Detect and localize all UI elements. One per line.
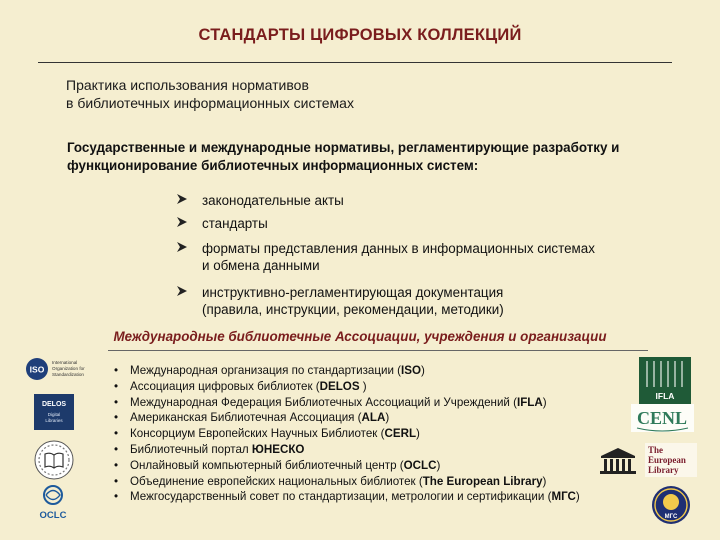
svg-text:International: International xyxy=(52,360,78,365)
intro-line: Государственные и международные нормативы, регламентирующие разработку и xyxy=(67,140,620,155)
svg-text:Libraries: Libraries xyxy=(45,418,63,423)
arrow-bullet-icon xyxy=(176,241,188,253)
mgs-emblem-logo-icon xyxy=(651,485,691,525)
organization-abbreviation: ALA xyxy=(361,411,386,425)
bullet-text: законодательные акты xyxy=(202,193,344,208)
bullet-dot-icon: • xyxy=(114,427,119,441)
organization-item xyxy=(114,489,654,505)
organization-item xyxy=(114,474,654,490)
section-divider xyxy=(108,350,648,351)
intro-paragraph xyxy=(67,139,677,175)
svg-text:DELOS: DELOS xyxy=(41,401,67,408)
organization-item xyxy=(114,426,654,442)
title-divider xyxy=(38,62,672,63)
organization-tail: ) xyxy=(436,458,441,472)
organization-name: Объединение европейских национальных библиотек ( xyxy=(130,474,423,488)
organization-name: Онлайновый компьютерный библиотечный центр ( xyxy=(130,458,404,472)
organization-abbreviation: OCLC xyxy=(403,458,437,472)
organization-list xyxy=(114,363,654,505)
organization-abbreviation: МГС xyxy=(551,490,576,504)
organization-item xyxy=(114,458,654,474)
open-book-logo-icon xyxy=(34,440,74,480)
organization-text xyxy=(130,379,367,395)
organization-abbreviation: The European Library xyxy=(422,474,543,488)
bullet-dot-icon: • xyxy=(114,411,119,425)
organization-name: Международная Федерация Библиотечных Ассоциаций и Учреждений ( xyxy=(130,395,517,409)
bullet-text: стандарты xyxy=(202,216,268,231)
bullet-dot-icon: • xyxy=(114,458,119,472)
section-heading: Международные библиотечные Ассоциации, учреждения и организации xyxy=(113,329,607,344)
svg-text:Library: Library xyxy=(648,465,679,475)
svg-text:МГС: МГС xyxy=(664,514,678,520)
oclc-logo-icon xyxy=(33,482,73,522)
organization-name: Межгосударственный совет по стандартизации, метрологии и сертификации ( xyxy=(130,490,552,504)
organization-text xyxy=(130,489,580,505)
organization-text xyxy=(130,426,420,442)
organization-item xyxy=(114,442,654,458)
bullet-text: инструктивно-регламентирующая документация xyxy=(202,285,504,300)
ifla-logo-icon xyxy=(639,357,691,405)
organization-text xyxy=(130,458,440,474)
svg-text:Organization for: Organization for xyxy=(52,366,85,371)
svg-text:Digital: Digital xyxy=(47,412,61,417)
subtitle-line: в библиотечных информационных системах xyxy=(66,95,354,111)
bullet-dot-icon: • xyxy=(114,395,119,409)
organization-tail: ) xyxy=(421,364,425,377)
arrow-bullet-icon xyxy=(176,285,188,297)
intro-line: функционирование библиотечных информационных систем: xyxy=(67,158,479,173)
arrow-bullet-icon xyxy=(176,216,188,228)
organization-text xyxy=(130,474,546,490)
organization-tail: ) xyxy=(542,474,547,488)
cenl-logo-icon xyxy=(631,404,694,432)
subtitle xyxy=(66,76,354,112)
bullet-dot-icon: • xyxy=(114,364,119,377)
the-european-library-logo-icon xyxy=(645,443,697,477)
unesco-temple-logo-icon xyxy=(598,446,638,476)
organization-text xyxy=(130,442,304,458)
bullet-text: форматы представления данных в информационных системах xyxy=(202,241,595,256)
bullet-text: и обмена данными xyxy=(202,258,320,273)
bullet-dot-icon: • xyxy=(114,379,119,393)
organization-name: Библиотечный портал xyxy=(130,442,252,456)
delos-logo-icon xyxy=(34,394,74,430)
organization-tail: ) xyxy=(385,411,390,425)
svg-text:OCLC: OCLC xyxy=(39,510,67,521)
organization-text xyxy=(130,395,547,411)
organization-name: Американская Библиотечная Ассоциация ( xyxy=(130,411,362,425)
svg-text:European: European xyxy=(648,455,686,465)
svg-text:CENL: CENL xyxy=(636,408,688,428)
organization-item xyxy=(114,410,654,426)
organization-abbreviation: ISO xyxy=(401,364,421,377)
organization-tail: ) xyxy=(359,379,367,393)
organization-text xyxy=(130,410,389,426)
svg-text:The: The xyxy=(648,445,664,455)
bullet-dot-icon: • xyxy=(114,490,119,504)
organization-tail: ) xyxy=(542,395,547,409)
organization-item xyxy=(114,379,654,395)
organization-abbreviation: DELOS xyxy=(319,379,360,393)
svg-text:IFLA: IFLA xyxy=(655,391,675,401)
organization-name: Консорциум Европейских Научных Библиотек ( xyxy=(130,427,385,441)
svg-text:ISO: ISO xyxy=(29,364,45,375)
organization-item xyxy=(114,363,654,379)
organization-abbreviation: ЮНЕСКО xyxy=(251,442,305,456)
bullet-dot-icon: • xyxy=(114,474,119,488)
slide-title: СТАНДАРТЫ ЦИФРОВЫХ КОЛЛЕКЦИЙ xyxy=(198,26,522,44)
organization-name: Ассоциация цифровых библиотек ( xyxy=(130,379,320,393)
bullet-text: (правила, инструкции, рекомендации, методики) xyxy=(202,302,504,317)
organization-tail: ) xyxy=(416,427,420,441)
svg-text:Standardization: Standardization xyxy=(52,372,84,377)
organization-item xyxy=(114,395,654,411)
arrow-bullet-icon xyxy=(176,193,188,205)
organization-abbreviation: CERL xyxy=(384,427,417,441)
bullet-dot-icon: • xyxy=(114,442,119,456)
organization-text xyxy=(130,363,425,379)
organization-name: Международная организация по стандартизации ( xyxy=(130,364,402,377)
organization-abbreviation: IFLA xyxy=(517,395,543,409)
organization-tail: ) xyxy=(575,490,580,504)
iso-logo-icon xyxy=(25,356,95,382)
subtitle-line: Практика использования нормативов xyxy=(66,77,309,93)
